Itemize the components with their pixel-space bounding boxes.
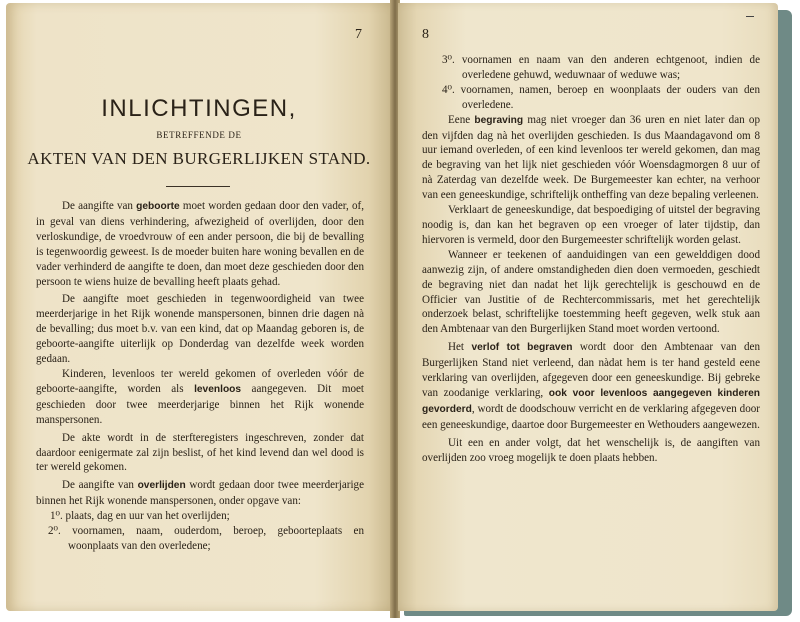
list-item: 3⁰. voornamen en naam van den anderen echtgenoot, indien de overledene gehuwd, weduwnaar of weduwe was; [442, 54, 760, 81]
paragraph: Kinderen, levenloos ter wereld gekomen of overleden vóór de geboorte-aangifte, worden als levenloos aangegeven. Dit moet geschieden door twee meerderjarige binnen het Rijk wonende manspersonen. [36, 367, 365, 426]
page-heading: AKTEN VAN DEN BURGERLIJKEN STAND. [27, 149, 371, 168]
list-item: 2⁰. voornamen, naam, ouderdom, beroep, geboorteplaats en woonplaats van den overledene; [48, 525, 364, 552]
paragraph: De aangifte van overlijden wordt gedaan door twee meerderjarige binnen het Rijk wonende manspersonen, onder opgave van: [36, 479, 365, 508]
page-number: 8 [422, 27, 429, 42]
paragraph: Verklaart de geneeskundige, dat bespoediging of uitstel der begraving noodig is, dan kan het begraven op een vroeger of later tijdstip, dan hiervoren is vermeld, door den Burgemeester schriftelijk worden gelast. [422, 204, 760, 246]
left-page [6, 3, 392, 611]
paragraph: Uit een en ander volgt, dat het wenschelijk is, de aangiften van overlijden zoo vroeg mogelijk te doen plaats hebben. [422, 436, 760, 464]
paragraph: Eene begraving mag niet vroeger dan 36 uren en niet later dan op den vijfden dag nà het overlijden geschieden. Is dus Maandagavond om 8 uur iemand overleden, of een kind levenloos ter wereld gekomen, dan mag de begraving van het lijk niet geschieden vóór Woensdagmorgen 8 uur of nà Zaterdag van dezelfde week. De Burgemeester kan echter, na verhoor van een geneeskundige, schriftelijk ontheffing van deze bepaling verleenen. [422, 113, 760, 202]
paragraph: De aangifte van geboorte moet worden gedaan door den vader, of, in geval van diens verhindering, afwezigheid of overlijden, door den verloskundige, de vroedvrouw of een ander persoon, die bij de bevalling is tegenwoordig geweest. Is de moeder buiten hare woning bevallen en de vader verhinderd de aangifte te doen, dan moet deze geschieden door den persoon te wiens huize de bevalling heeft plaats gehad. [36, 200, 364, 288]
page-title: INLICHTINGEN, [101, 95, 297, 122]
list-item: 4⁰. voornamen, namen, beroep en woonplaats der ouders van den overledene. [442, 83, 760, 111]
body-text [422, 53, 760, 465]
page-subtitle: BETREFFENDE DE [156, 130, 242, 140]
body-text [36, 199, 364, 554]
page-number: 7 [355, 27, 362, 42]
paragraph: De akte wordt in de sterfteregisters ingeschreven, zonder dat daardoor eenigermate zal zijn beslist, of het kind levend dan wel dood is ter wereld gekomen. [36, 431, 364, 474]
right-page [398, 3, 778, 611]
paragraph: De aangifte moet geschieden in tegenwoordigheid van twee meerderjarige in het Rijk wonende manspersonen, binnen drie dagen nà de bevalling; dus moet b.v. van een kind, dat op Maandag geboren is, de geboorte-aangifte uiterlijk op Donderdag van dezelfde week worden gedaan. [36, 293, 364, 366]
page-mark [746, 16, 754, 17]
list-item: 1⁰. plaats, dag en uur van het overlijden; [50, 510, 230, 523]
paragraph: Wanneer er teekenen of aanduidingen van een gewelddigen dood aanwezig zijn, of andere omstandigheden dien doen vermoeden, geschiedt de begraving niet dan nadat het lijk gerechtelijk is geschouwd en de Officier van Justitie of de Rechtercommissaris, met het gerechtelijk onderzoek belast, schriftelijke toestemming heeft gegeven, welk stuk aan den Ambtenaar van den Burgerlijken Stand moet worden vertoond. [422, 248, 760, 336]
divider [166, 186, 230, 187]
paragraph: Het verlof tot begraven wordt door den Ambtenaar van den Burgerlijken Stand niet verleend, dan nàdat hem is ter hand gesteld eene verklaring van overlijden, afgegeven door een geneeskundige. Bij gebreke van zoodanige verklaring, ook voor levenloos aangegeven kinderen gevorderd, wordt de doodschouw verricht en de verklaring afgegeven door een geneeskundige, daartoe door Burgemeester en Wethouders aangewezen. [422, 341, 760, 431]
